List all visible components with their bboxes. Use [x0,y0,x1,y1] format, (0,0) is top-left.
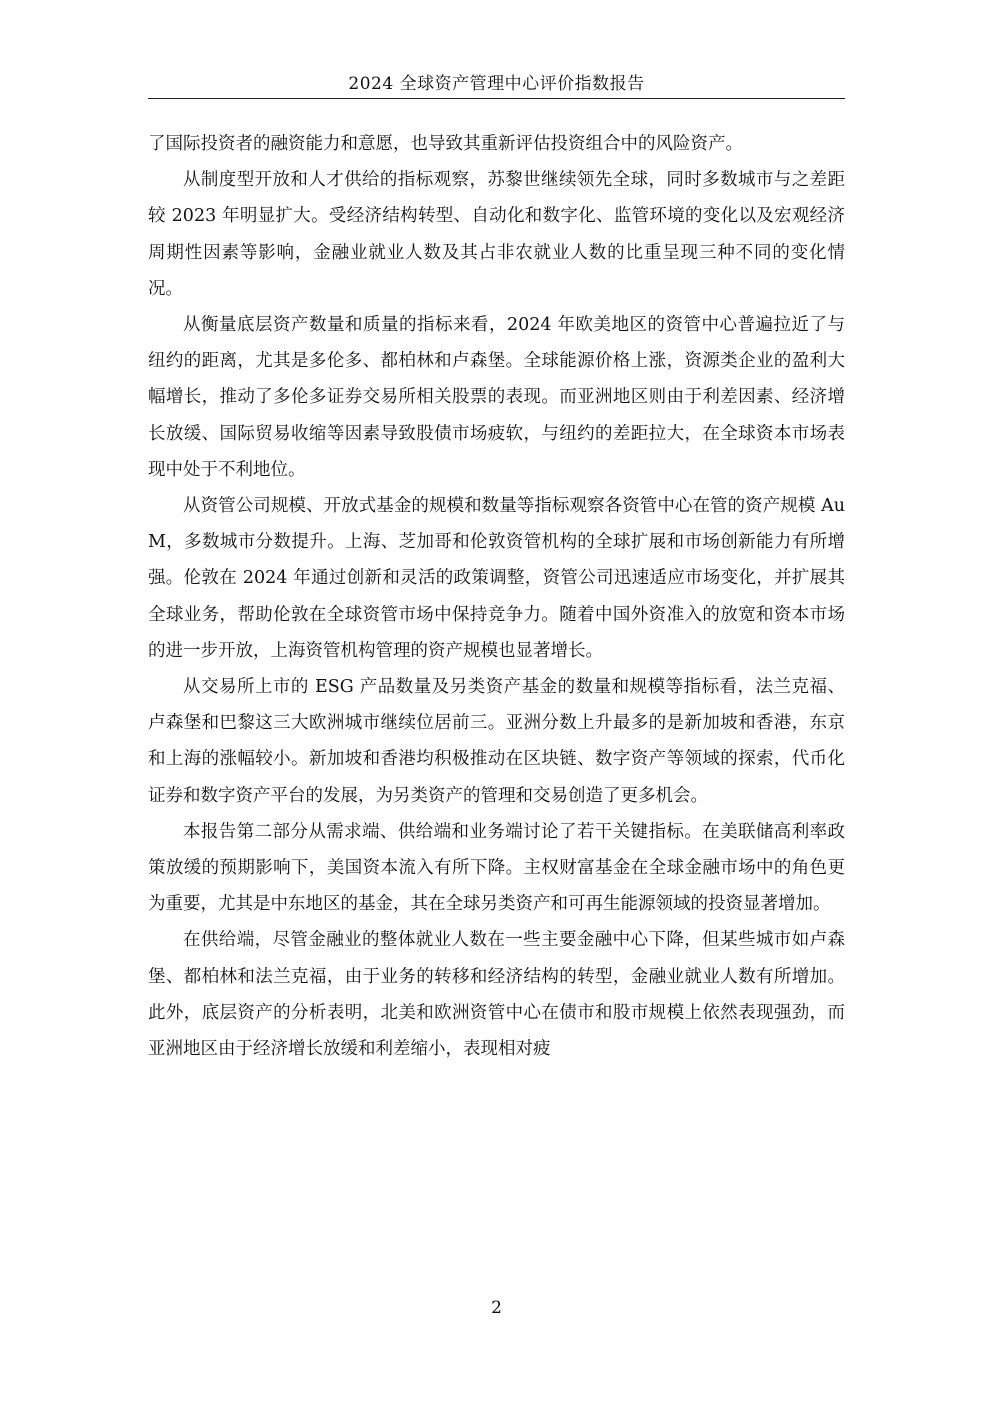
paragraph-continuation: 了国际投资者的融资能力和意愿，也导致其重新评估投资组合中的风险资产。 [148,134,743,154]
report-body [148,126,845,1067]
paragraph-underlying-assets: 从衡量底层资产数量和质量的指标来看，2024 年欧美地区的资管中心普遍拉近了与纽约的距离，尤其是多伦多、都柏林和卢森堡。全球能源价格上涨，资源类企业的盈利大幅增长，推动了多伦多证券交易所相关股票的表现。而亚洲地区则由于利差因素、经济增长放缓、国际贸易收缩等因素导致股债市场疲软，与纽约的差距拉大，在全球资本市场表现中处于不利地位。 [148,315,845,480]
page-number: 2 [491,1298,502,1318]
page-header-title: 2024 全球资产管理中心评价指数报告 [348,74,645,94]
paragraph-institutional-openness: 从制度型开放和人才供给的指标观察，苏黎世继续领先全球，同时多数城市与之差距较 2023 年明显扩大。受经济结构转型、自动化和数字化、监管环境的变化以及宏观经济周期性因素等影响，金融业就业人数及其占非农就业人数的比重呈现三种不同的变化情况。 [148,170,845,299]
paragraph-asset-management-scale: 从资管公司规模、开放式基金的规模和数量等指标观察各资管中心在管的资产规模 AuM，多数城市分数提升。上海、芝加哥和伦敦资管机构的全球扩展和市场创新能力有所增强。伦敦在 2024 年通过创新和灵活的政策调整，资管公司迅速适应市场变化，并扩展其全球业务，帮助伦敦在全球资管市场中保持竞争力。随着中国外资准入的放宽和资本市场的进一步开放，上海资管机构管理的资产规模也显著增长。 [148,496,845,661]
paragraph-part-two-demand: 本报告第二部分从需求端、供给端和业务端讨论了若干关键指标。在美联储高利率政策放缓的预期影响下，美国资本流入有所下降。主权财富基金在全球金融市场中的角色更为重要，尤其是中东地区的基金，其在全球另类资产和可再生能源领域的投资显著增加。 [148,821,845,915]
header-divider [148,98,845,99]
paragraph-supply-side: 在供给端，尽管金融业的整体就业人数在一些主要金融中心下降，但某些城市如卢森堡、都柏林和法兰克福，由于业务的转移和经济结构的转型，金融业就业人数有所增加。此外，底层资产的分析表明，北美和欧洲资管中心在债市和股市规模上依然表现强劲，而亚洲地区由于经济增长放缓和利差缩小，表现相对疲 [148,930,845,1060]
paragraph-esg-alternative-assets: 从交易所上市的 ESG 产品数量及另类资产基金的数量和规模等指标看，法兰克福、卢森堡和巴黎这三大欧洲城市继续位居前三。亚洲分数上升最多的是新加坡和香港，东京和上海的涨幅较小。新加坡和香港均积极推动在区块链、数字资产等领域的探索，代币化证券和数字资产平台的发展，为另类资产的管理和交易创造了更多机会。 [148,677,845,806]
